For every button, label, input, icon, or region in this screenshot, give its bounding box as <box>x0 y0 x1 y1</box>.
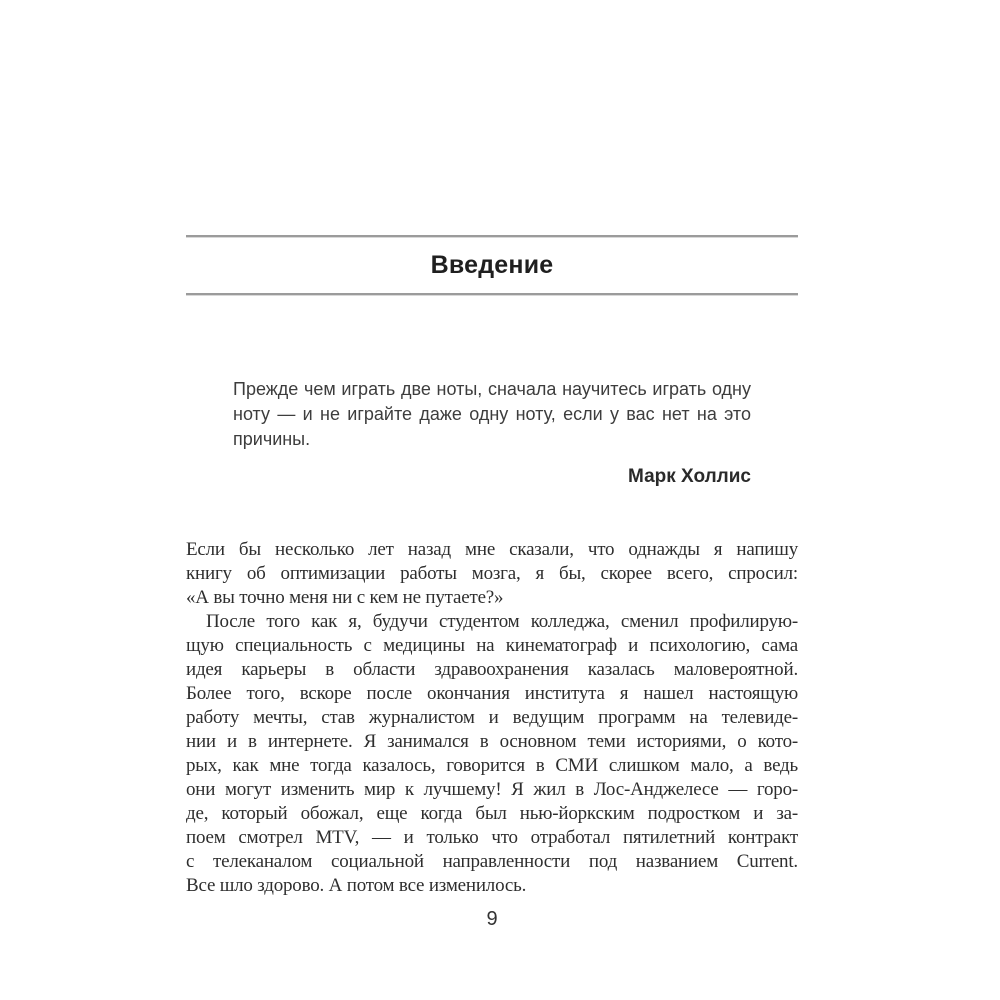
text-line: причины. <box>233 429 311 449</box>
body-line: рых, как мне тогда казалось, говорится в СМИ слишком мало, а ведь <box>186 755 798 776</box>
body-line: работу мечты, став журналистом и ведущим программ на телевиде- <box>186 707 798 728</box>
text-line: Прежде чем играть две ноты, сначала научитесь играть одну <box>233 379 751 399</box>
body-text <box>186 538 798 898</box>
body-line: нии и в интернете. Я занимался в основном теми историями, о кото- <box>186 731 798 752</box>
chapter-heading <box>186 235 798 296</box>
body-line: они могут изменить мир к лучшему! Я жил в Лос-Анджелесе — горо- <box>186 779 798 800</box>
body-line: книгу об оптимизации работы мозга, я бы, скорее всего, спросил: <box>186 563 798 584</box>
body-line: поем смотрел MTV, — и только что отработал пятилетний контракт <box>186 827 798 848</box>
heading-rule-bottom <box>186 293 798 296</box>
epigraph <box>233 377 751 452</box>
body-line: Если бы несколько лет назад мне сказали, что однажды я напишу <box>186 539 798 560</box>
body-line: щую специальность с медицины на кинематограф и психологию, сама <box>186 635 798 656</box>
body-line: идея карьеры в области здравоохранения казалась маловероятной. <box>186 659 798 680</box>
page-content <box>186 0 798 931</box>
text-line: ноту — и не играйте даже одну ноту, если у вас нет на это <box>233 404 751 424</box>
body-line: «А вы точно меня ни с кем не путаете?» <box>186 587 504 608</box>
body-line: Все шло здорово. А потом все изменилось. <box>186 875 527 896</box>
body-line: с телеканалом социальной направленности под названием Current. <box>186 851 798 872</box>
body-line: После того как я, будучи студентом колледжа, сменил профилирую- <box>206 611 798 632</box>
chapter-title: Введение <box>430 251 554 279</box>
body-line: Более того, вскоре после окончания института я нашел настоящую <box>186 683 798 704</box>
body-line: де, который обожал, еще когда был нью-йоркским подростком и за- <box>186 803 798 824</box>
epigraph-attribution: Марк Холлис <box>628 466 751 487</box>
page-number: 9 <box>486 908 498 930</box>
